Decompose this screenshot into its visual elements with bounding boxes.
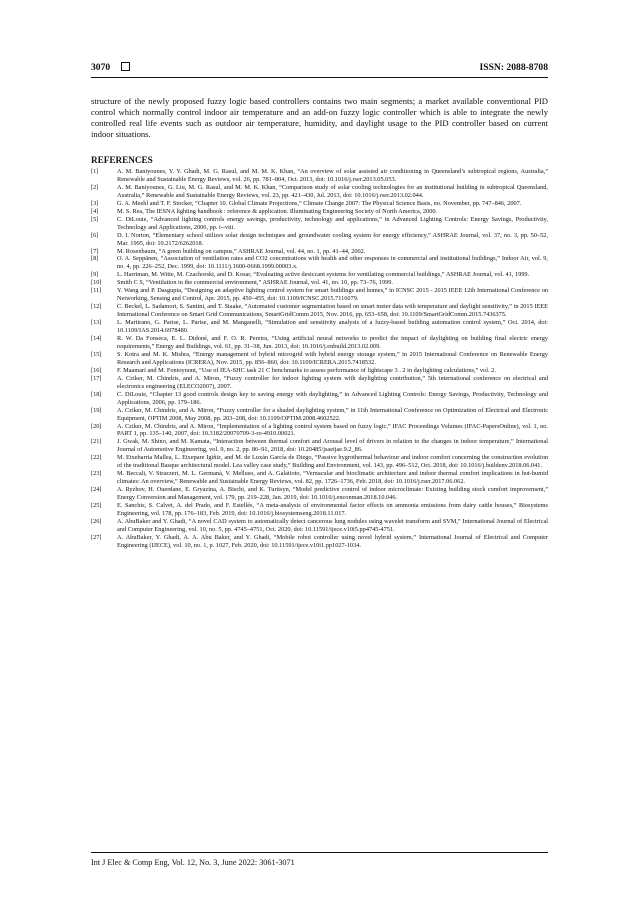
reference-item [91,232,548,248]
reference-item [91,319,548,335]
reference-number: [3] [91,199,99,207]
reference-text: A. Cziker, M. Chindris, and A. Miron, “Implementation of a lighting control system based on fuzzy logic,” IFAC Proceedings Volumes (IFAC-PapersOnline), vol. 1, no. PART 1, pp. 135–140, 2007, doi: 10.3182/20070709-3-ro-4910.00021. [117,422,548,438]
reference-text: Y. Wang and P. Dasgupta, “Designing an adaptive lighting control system for smart buildings and homes,” in ICNSC 2015 - 2015 IEEE 12th International Conference on Networking, Sensing and Control, Apr. 2015, pp. 450–455, doi: 10.1109/ICNSC.2015.7116079. [117,287,548,303]
reference-number: [15] [91,350,102,358]
reference-text: A. Ryzhov, H. Ouerdane, E. Gryazina, A. Bischi, and K. Turitsyn, “Model predictive control of indoor microclimate: Existing building stock comfort improvement,” Energy Conversion and Management, vol. 179, pp. 219–228, Jan. 2019, doi: 10.1016/j.enconman.2018.10.046. [117,486,548,502]
reference-text: R. W. Da Fonseca, E. L. Didoné, and F. O. R. Pereira, “Using artificial neural networks to predict the impact of daylighting on building final electric energy requirements,” Energy and Buildings, vol. 61, pp. 31–38, Jun. 2013, doi: 10.1016/j.enbuild.2013.02.009. [117,335,548,350]
reference-text: M. S. Rea, The IESNA lighting handbook : reference & application. Illuminating Engineering Society of North America, 2000. [117,207,438,215]
reference-item [91,255,548,271]
reference-item [91,303,548,319]
reference-number: [26] [91,517,102,525]
reference-item [91,454,548,470]
reference-text: E. Sanchis, S. Calvet, A. del Prado, and F. Estellés, “A meta-analysis of environmental factor effects on ammonia emissions from dairy cattle houses,” Biosystems Engineering, vol. 178, pp. 176–183, Feb. 2019, doi: 10.1016/j.biosystemseng.2018.11.017. [117,502,548,517]
page-header [91,58,548,82]
page-footer [91,852,548,872]
reference-number: [19] [91,406,102,414]
reference-item [91,184,548,200]
footer-citation: Int J Elec & Comp Eng, Vol. 12, No. 3, June 2022: 3061-3071 [91,858,295,867]
header-rule [91,77,548,78]
reference-text: L. Harriman, M. Witte, M. Czachorski, and D. Kosar, “Evaluating active desiccant systems for ventilating commercial buildings,” ASHRAE Journal, vol. 41, 1999. [117,271,530,279]
reference-number: [21] [91,438,102,446]
reference-text: S. Kotra and M. K. Mishra, “Energy management of hybrid microgrid with hybrid energy storage system,” in 2015 International Conference on Renewable Energy Research and Applications (ICRERA), Nov. 2015, pp. 856–860, doi: 10.1109/ICRERA.2015.7418532. [117,350,548,366]
reference-number: [22] [91,454,102,462]
reference-item [91,335,548,351]
reference-number: [18] [91,390,102,398]
reference-text: A. M. Baniyounes, G. Liu, M. G. Rasul, and M. M. K. Khan, “Comparison study of solar cooling technologies for an institutional building in subtropical Queensland, Australia,” Renewable and Sustainable Energy Reviews, vol. 23, pp. 421–430, Jul. 2013, doi: 10.1016/j.rser.2013.02.044. [117,183,548,199]
footer-rule [91,852,548,853]
reference-text: D. I. Norton, “Elementary school utilizes solar design techniques and groundwater cooling system for energy efficiency,” ASHRAE Journal, vol. 37, no. 3, pp. 50–52, Mar. 1995, doi: 10.2172/6262018. [117,231,548,247]
reference-item [91,438,548,454]
reference-text: C. DiLouie, “Chapter 13 good controls design key to saving energy with daylighting,” in Advanced Lighting Controls: Energy Savings, Productivity, Technology and Applications, 2006, pp. 179–186. [117,390,548,406]
reference-number: [13] [91,319,102,327]
reference-number: [9] [91,271,99,279]
reference-text: M. Etxebarria Mallea, L. Etxepare Igiñiz, and M. de Luxán García de Diego, “Passive hygrothermal behaviour and indoor comfort concerning the construction evolution of the traditional Basque architectural model. Lea valley case study,” Building and Environment, vol. 143, pp. 496–512, Oct. 2018, doi: 10.1016/j.buildenv.2018.06.041. [117,454,548,470]
reference-text: M. Beccali, V. Strazzeri, M. L. Germanà, V. Melluso, and A. Galatioto, “Vernacular and bioclimatic architecture and indoor thermal comfort implications in hot-humid climates: An overview,” Renewable and Sustainable Energy Reviews, vol. 82, pp. 1726–1736, Feb. 2018, doi: 10.1016/j.rser.2017.06.062. [117,470,548,486]
reference-number: [25] [91,502,102,510]
reference-number: [10] [91,279,102,287]
reference-number: [1] [91,168,99,175]
reference-number: [17] [91,374,102,382]
reference-item [91,168,548,184]
reference-number: [16] [91,366,102,374]
reference-number: [5] [91,215,99,223]
reference-item [91,208,548,216]
reference-text: C. Beckel, L. Sadamori, S. Santini, and T. Staake, “Automated customer segmentation based on smart meter data with temperature and daylight sensitivity,” in 2015 IEEE International Conference on Smart Grid Communications, SmartGridComm 2015, Nov. 2016, pp. 653–658, doi: 10.1109/SmartGridComm.2015.7436375. [117,303,548,319]
checkbox-square-icon [121,62,130,71]
reference-item [91,287,548,303]
reference-item [91,367,548,375]
reference-text: J. Gwak, M. Shino, and M. Kamata, “Interaction between thermal comfort and Arousal level of drivers in relation to the changes in indoor temperature,” International Journal of Automotive Engineering, vol. 9, no. 2, pp. 86–91, 2018, doi: 10.20485/jsaeijae.9.2_86. [117,438,548,454]
reference-text: G. A. Meehl and T. F. Stocker, “Chapter 10. Global Climate Projections,” Climate Change 2007: The Physical Science Basis, no. November, pp. 747–846, 2007. [117,199,522,207]
reference-text: A. Cziker, M. Chindris, and A. Miron, “Fuzzy controller for indoor lighting system with daylighting contribution,” 5th international conference on electrical and electronics engineering (ELECO2007), 2007. [117,374,548,390]
reference-text: L. Martirano, G. Parise, L. Parise, and M. Manganelli, “Simulation and sensitivity analysis of a fuzzy-based building automation control system,” Oct. 2014, doi: 10.1109/IAS.2014.6978480. [117,319,548,335]
reference-item [91,486,548,502]
references-list [91,168,548,550]
reference-text: A. AbuBaker and Y. Ghadi, “A novel CAD system to automatically detect cancerous lung nodules using wavelet transform and SVM,” International Journal of Electrical and Computer Engineering, vol. 10, no. 5, pp. 4745–4751, Oct. 2020, doi: 10.11591/ijece.v10i5.pp4745-4751. [117,517,548,533]
references-heading: REFERENCES [91,155,153,165]
reference-item [91,391,548,407]
issn: ISSN: 2088-8708 [479,62,548,73]
reference-text: F. Maamari and M. Fontoynont, “Use of IEA-SHC task 21 C benchmarks to assess performance of lightscape 3 . 2 in daylighting calculations,” vol. 2. [117,366,496,374]
reference-item [91,216,548,232]
reference-text: A. Cziker, M. Chindris, and A. Miron, “Fuzzy controller for a shaded daylighting system,” in 11th International Conference on Optimization of Electrical and Electronic Equipment, OPTIM 2008, May 2008, pp. 203–208, doi: 10.1109/OPTIM.2008.4602522. [117,406,548,422]
reference-text: O. A. Seppänen, “Association of ventilation rates and CO2 concentrations with health and other responses in commercial and institutional buildings,” Indoor Air, vol. 9, no. 4, pp. 226–252, Dec. 1999, doi: 10.1111/j.1600-0668.1999.00003.x. [117,255,548,271]
reference-number: [2] [91,183,99,191]
reference-number: [7] [91,247,99,255]
page-number: 3070 [91,62,111,73]
reference-number: [8] [91,255,99,263]
reference-number: [27] [91,533,102,541]
reference-item [91,470,548,486]
reference-item [91,279,548,287]
reference-number: [12] [91,303,102,311]
reference-number: [6] [91,231,99,239]
reference-text: A. M. Baniyounes, Y. Y. Ghadi, M. G. Rasul, and M. M. K. Khan, “An overview of solar assisted air conditioning in Queensland’s subtropical regions, Australia,” Renewable and Sustainable Energy Reviews, vol. 26, pp. 781–804, Oct. 2013, doi: 10.1016/j.rser.2013.05.053. [117,168,548,183]
reference-text: A. AbuBaker, Y. Ghadi, A. A. Abu Baker, and Y. Ghadi, “Mobile robot controller using novel hybrid system,” International Journal of Electrical and Computer Engineering (IJECE), vol. 10, no. 1, p. 1027, Feb. 2020, doi: 10.11591/ijece.v10i1.pp1027-1034. [117,533,548,549]
reference-text: C. DiLouie, “Advanced lighting controls energy savings, productivity, technology and applications,” in Advanced Lighting Controls: Energy Savings, Productivity, Technology and Applications, 2006, pp. i--viii. [117,215,548,231]
reference-item [91,200,548,208]
reference-text: M. Rosenbaum, “A green building on campus,” ASHRAE Journal, vol. 44, no. 1, pp. 41–44, 2002. [117,247,366,255]
reference-number: [4] [91,207,99,215]
intro-paragraph: structure of the newly proposed fuzzy logic based controllers contains two main segments; a market available conventional PID control which normally control indoor air temperature and an add-on fuzzy logic controller which is able to integrate the newly controlled real life events such as outdoor air temperature, humidity, and daylight usage to the PID controller based on current indoor situations. [91,96,548,139]
reference-item [91,423,548,439]
reference-item [91,351,548,367]
reference-item [91,271,548,279]
reference-number: [20] [91,422,102,430]
reference-number: [23] [91,470,102,478]
reference-number: [14] [91,335,102,343]
reference-item [91,518,548,534]
reference-item [91,375,548,391]
reference-text: Smith C S, “Ventilation in the commercial environment,” ASHRAE Journal, vol. 41, no. 10, pp. 73–76, 1999. [117,279,393,287]
reference-item [91,502,548,518]
reference-item [91,248,548,256]
reference-number: [24] [91,486,102,494]
reference-item [91,534,548,550]
reference-item [91,407,548,423]
reference-number: [11] [91,287,102,295]
